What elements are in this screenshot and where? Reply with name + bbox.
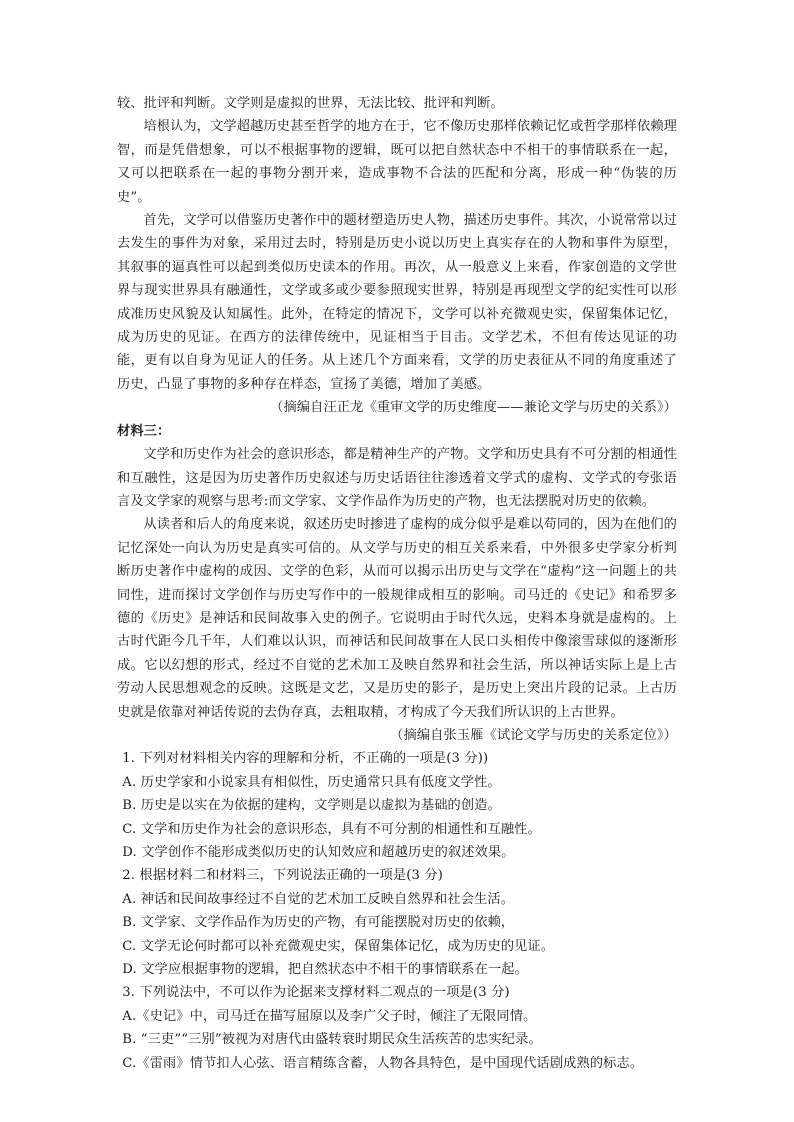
question-1 — [117, 747, 677, 864]
material3-paragraph-2: 从读者和后人的角度来说，叙述历史时掺进了虚构的成分似乎是难以苟同的，因为在他们的记忆深处一向认为历史是真实可信的。从文学与历史的相互关系来看，中外很多史学家分析判断历史著作中虚构的成因、文学的色彩，从而可以揭示出历史与文学在“虚构”这一问题上的共同性，进而探讨文学创作与历史写作中的一般规律成相互的影响。司马迁的《史记》和希罗多德的《历史》是神话和民间故事入史的例子。它说明由于时代久远，史料本身就是虚构的。上古时代距今几千年，人们难以认识，而神话和民间故事在人民口头相传中像滚雪球似的逐渐形成。它以幻想的形式，经过不自觉的艺术加工及映自然界和社会生活，所以神话实际上是上古劳动人民思想观念的反映。这既是文艺，又是历史的影子，是历史上突出片段的记录。上古历史就是依靠对神话传说的去伪存真，去粗取精，才构成了今天我们所认识的上古世界。 — [117, 517, 677, 720]
material2-source: （摘编自汪正龙《重审文学的历史维度——兼论文学与历史的关系》） — [270, 400, 677, 416]
material3-paragraph-1: 文学和历史作为社会的意识形态，都是精神生产的产物。文学和历史具有不可分割的相通性和互融性，这是因为历史著作历史叙述与历史话语往往渗透着文学式的虚构、文学式的夸张语言及文学家的观察与思考:而文学家、文学作品作为历史的产物，也无法摆脱对历史的依赖。 — [117, 447, 677, 509]
material3-source: （摘编自张玉雁《试论文学与历史的关系定位》） — [390, 727, 677, 743]
question-2-option-c: C. 文学无论何时都可以补充微观史实，保留集体记忆，成为历史的见证。 — [122, 938, 555, 954]
question-1-option-d: D. 文学创作不能形成类似历史的认知效应和超越历史的叙述效果。 — [122, 845, 515, 860]
question-list — [117, 747, 677, 1075]
question-3-option-c: C.《雷雨》情节扣人心弦、语言精练含蓄，人物各具特色，是中国现代话剧成熟的标志。 — [122, 1055, 644, 1071]
question-1-stem: 1. 下列对材料相关内容的理解和分析，不正确的一项是(3 分)) — [122, 751, 489, 767]
material2-paragraph-1: 培根认为，文学超越历史甚至哲学的地方在于，它不像历史那样依赖记忆或哲学那样依赖理智，而是凭借想象，可以不根据事物的逻辑，既可以把自然状态中不相干的事情联系在一起，又可以把联系在一起的事物分割开来，造成事物不合法的匹配和分离，形成一种“伪装的历史”。 — [117, 119, 677, 205]
material2-paragraph-2: 首先，文学可以借鉴历史著作中的题材塑造历史人物，描述历史事件。其次，小说常常以过去发生的事件为对象，采用过去时，特别是历史小说以历史上真实存在的人物和事件为原型，其叙事的逼真性可以起到类似历史读本的作用。再次，从一般意义上来看，作家创造的文学世界与现实世界具有融通性，文学或多或少要参照现实世界，特别是再现型文学的纪实性可以形成准历史风貌及认知属性。此外，在特定的情况下，文学可以补充微观史实，保留集体记忆，成为历史的见证。在西方的法律传统中，见证相当于目击。文学艺术，不但有传达见证的功能，更有以自身为见证人的任务。从上述几个方面来看，文学的历史表征从不同的角度重述了历史，凸显了事物的多种存在样态，宣扬了美德，增加了美感。 — [117, 213, 677, 392]
question-1-option-c: C. 文学和历史作为社会的意识形态，具有不可分割的相通性和互融性。 — [122, 821, 541, 837]
exam-page — [117, 92, 677, 1075]
question-2-option-a: A. 神话和民间故事经过不自觉的艺术加工反映自然界和社会生活。 — [122, 891, 515, 907]
material3-heading: 材料三： — [117, 423, 171, 439]
question-2-stem: 2. 根据材料二和材料三，下列说法正确的一项是(3 分) — [122, 868, 444, 884]
question-1-option-b: B. 历史是以实在为依据的建构，文学则是以虚拟为基础的创造。 — [122, 798, 501, 814]
question-2 — [117, 864, 677, 981]
question-3 — [117, 981, 677, 1075]
question-3-stem: 3. 下列说法中，不可以作为论据来支撑材料二观点的一项是(3 分) — [122, 985, 510, 1001]
question-2-option-b: B. 文学家、文学作品作为历史的产物，有可能摆脱对历史的依赖， — [122, 915, 515, 931]
question-3-option-b: B. “三吏”“三别”被视为对唐代由盛转衰时期民众生活疾苦的忠实纪录。 — [122, 1032, 542, 1048]
question-2-option-d: D. 文学应根据事物的逻辑，把自然状态中不相干的事情联系在一起。 — [122, 962, 528, 978]
material2-paragraph-0: 较、批评和判断。文学则是虚拟的世界，无法比较、批评和判断。 — [117, 96, 504, 111]
question-3-option-a: A.《史记》中，司马迁在描写屈原以及李广父子时，倾注了无限同情。 — [122, 1008, 537, 1024]
question-1-option-a: A. 历史学家和小说家具有相似性，历史通常只具有低度文学性。 — [122, 774, 501, 790]
